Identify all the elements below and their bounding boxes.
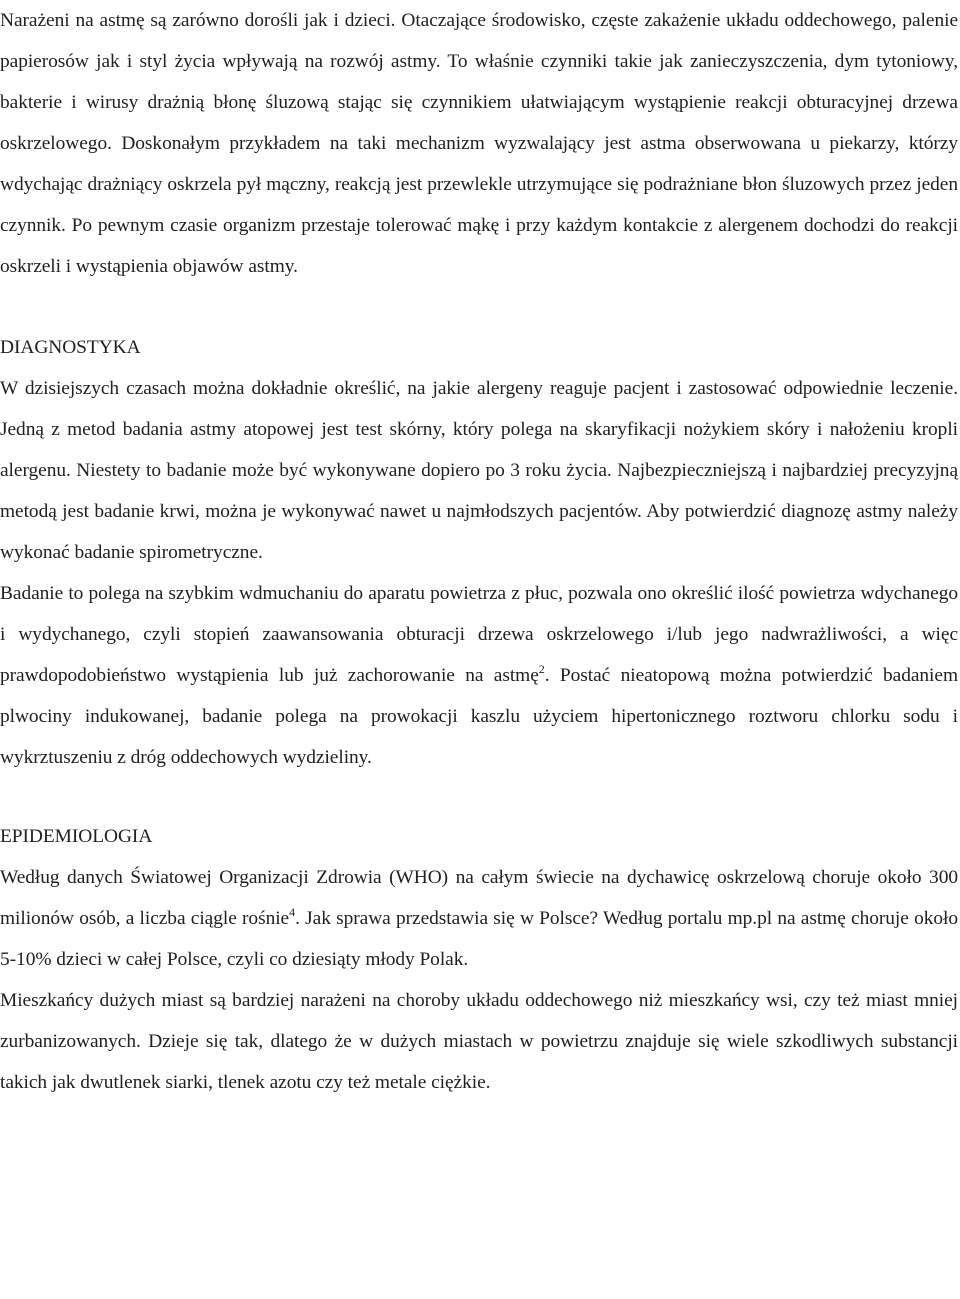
footnote-marker: 4 — [289, 904, 296, 919]
diagnostyka-paragraph-2-text-a: Badanie to polega na szybkim wdmuchaniu do aparatu powietrza z płuc, pozwala ono określić ilość powietrza wdychanego i wydychanego, czyli stopień zaawansowania obturacji drzewa oskrzelowego i/lub jego nadwrażliwości, a więc prawdopodobieństwo wystąpienia lub już zachorowanie na astmę — [0, 583, 958, 686]
diagnostyka-paragraph-1: W dzisiejszych czasach można dokładnie określić, na jakie alergeny reaguje pacjent i zastosować odpowiednie leczenie. Jedną z metod badania astmy atopowej jest test skórny, który polega na skaryfikacji nożykiem skóry i nałożeniu kropli alergenu. Niestety to badanie może być wykonywane dopiero po 3 roku życia. Najbezpieczniejszą i najbardziej precyzyjną metodą jest badanie krwi, można je wykonywać nawet u najmłodszych pacjentów. Aby potwierdzić diagnozę astmy należy wykonać badanie spirometryczne. — [0, 378, 958, 563]
section-spacer — [0, 778, 958, 816]
epidemiologia-paragraph-1-text-a: Według danych Światowej Organizacji Zdrowia (WHO) na całym świecie na dychawicę oskrzelową choruje około 300 milionów osób, a liczba ciągle rośnie — [0, 867, 958, 929]
diagnostyka-heading: DIAGNOSTYKA — [0, 337, 141, 358]
epidemiologia-paragraph-1-text-b: . Jak sprawa przedstawia się w Polsce? Według portalu mp.pl na astmę choruje około 5-10% dzieci w całej Polsce, czyli co dziesiąty młody Polak. — [0, 908, 959, 970]
epidemiologia-paragraph-2: Mieszkańcy dużych miast są bardziej narażeni na choroby układu oddechowego niż mieszkańcy wsi, czy też miast mniej zurbanizowanych. Dzieje się tak, dlatego że w dużych miastach w powietrzu znajduje się wiele szkodliwych substancji takich jak dwutlenek siarki, tlenek azotu czy też metale ciężkie. — [0, 990, 958, 1093]
diagnostyka-paragraph-2-text-b: . Postać nieatopową można potwierdzić badaniem plwociny indukowanej, badanie polega na prowokacji kaszlu użyciem hipertonicznego roztworu chlorku sodu i wykrztuszeniu z dróg oddechowych wydzieliny. — [0, 665, 958, 768]
epidemiologia-paragraph-1 — [0, 857, 958, 980]
epidemiologia-heading: EPIDEMIOLOGIA — [0, 826, 153, 847]
footnote-marker: 2 — [538, 661, 545, 676]
intro-paragraph: Narażeni na astmę są zarówno dorośli jak i dzieci. Otaczające środowisko, częste zakażenie układu oddechowego, palenie papierosów jak i styl życia wpływają na rozwój astmy. To właśnie czynniki takie jak zanieczyszczenia, dym tytoniowy, bakterie i wirusy drażnią błonę śluzową stając się czynnikiem ułatwiającym wystąpienie reakcji obturacyjnej drzewa oskrzelowego. Doskonałym przykładem na taki mechanizm wyzwalający jest astma obserwowana u piekarzy, którzy wdychając drażniący oskrzela pył mączny, reakcją jest przewlekle utrzymujące się podrażniane błon śluzowych przez jeden czynnik. Po pewnym czasie organizm przestaje tolerować mąkę i przy każdym kontakcie z alergenem dochodzi do reakcji oskrzeli i wystąpienia objawów astmy. — [0, 10, 958, 277]
section-spacer — [0, 287, 958, 327]
diagnostyka-paragraph-2 — [0, 573, 958, 778]
